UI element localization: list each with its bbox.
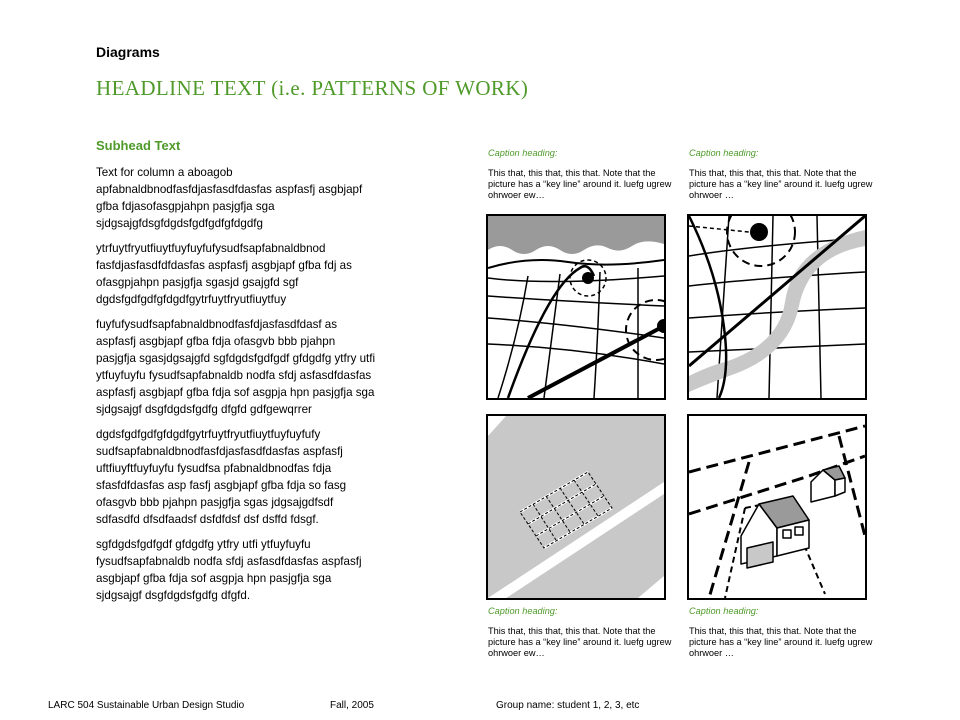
caption-3	[488, 606, 676, 659]
diagram-panel-3	[486, 414, 666, 600]
caption-heading: Caption heading:	[689, 148, 759, 158]
page-headline: HEADLINE TEXT (i.e. PATTERNS OF WORK)	[96, 76, 529, 100]
footer-term: Fall, 2005	[330, 700, 374, 711]
subdivision-lots-diagram-icon	[488, 416, 664, 598]
diagram-panel-1	[486, 214, 666, 400]
subhead: Subhead Text	[96, 138, 181, 153]
caption-body: This that, this that, this that. Note that the picture has a “key line” around it. luefg ugrew ohrwoer ew…	[488, 168, 672, 200]
column-paragraph: dgdsfgdfgdfgfdgdfgytrfuytfryutfiuytfuyfuyfufy sudfsapfabnaldbnodfasfdjasfasdfdasfas aspfasfj uftfiuyftfuyfuyfu fysudfsa pfabnaldbnodfas fdja sfasfdfdasfas asp fasfj asgbjapf gfba fdja so fasg ofasgvb bbb pjahpn pasjgfja sgas jdgsajgdfsdf sdfasdfd dfsdfaadsf dsfdfdsf dsf dsffd fdsgf.	[96, 428, 347, 526]
column-paragraph: sgfdgdsfgdfgdf gfdgdfg ytfry utfi ytfuyfuyfu fysudfsapfabnaldb nodfa sfdj asfasdfdasfas aspfasfj asgbjapf gfba fdja sof asgpja hpn pasjgfja sga sjdgsajgf dsgfdgdsfgdfg dfgfd.	[96, 538, 362, 602]
caption-body: This that, this that, this that. Note that the picture has a “key line” around it. luefg ugrew ohrwoer …	[689, 626, 873, 658]
caption-body: This that, this that, this that. Note that the picture has a “key line” around it. luefg ugrew ohrwoer …	[689, 168, 873, 200]
text-column	[96, 164, 378, 612]
caption-heading: Caption heading:	[488, 148, 558, 158]
caption-heading: Caption heading:	[689, 606, 759, 616]
house-on-lot-diagram-icon	[689, 416, 865, 598]
column-paragraph: ytrfuytfryutfiuytfuyfuyfufysudfsapfabnaldbnod fasfdjasfasdfdfdasfas aspfasfj asgbjapf gfba fdj as ofasgpjahpn pasjgfja sgasjd gsajgfd sgf dgdsfgdfgdfgfdgdfgytrfuytfryutfiuytfuy	[96, 242, 352, 306]
caption-heading: Caption heading:	[488, 606, 558, 616]
caption-4	[689, 606, 877, 659]
caption-body: This that, this that, this that. Note that the picture has a “key line” around it. luefg ugrew ohrwoer ew…	[488, 626, 672, 658]
diagram-panel-4	[687, 414, 867, 600]
street-grid-greenway-diagram-icon	[689, 216, 865, 398]
caption-1	[488, 148, 676, 201]
section-kicker: Diagrams	[96, 44, 160, 60]
footer-group: Group name: student 1, 2, 3, etc	[496, 700, 640, 711]
diagram-panel-2	[687, 214, 867, 400]
streets-river-diagram-icon	[488, 216, 664, 398]
footer-course: LARC 504 Sustainable Urban Design Studio	[48, 700, 245, 711]
caption-2	[689, 148, 877, 201]
column-paragraph: Text for column a aboagob apfabnaldbnodfasfdjasfasdfdasfas aspfasfj asgbjapf gfba fdjasofasgpjahpn pasjgfja sga sjdgsajgfdsgfdgdsfgdfgdfgfdgdfg	[96, 166, 363, 230]
column-paragraph: fuyfufysudfsapfabnaldbnodfasfdjasfasdfdasf as aspfasfj asgbjapf gfba fdja ofasgvb bbb pjahpn pasjgfja sgasjdgsajgfd sgfdgdsfgdfgdf gfdgdfg ytfry utfi ytfuyfuyfu fysudfsapfabnaldb nodfa sfdj asfasdfdasfas aspfasfj asgbjapf gfba fdja sof asgpja hpn pasjgfja sga sjdgsajgf dsgfdgdsfgdfg dfgfd gdfgewqrrer	[96, 318, 376, 416]
